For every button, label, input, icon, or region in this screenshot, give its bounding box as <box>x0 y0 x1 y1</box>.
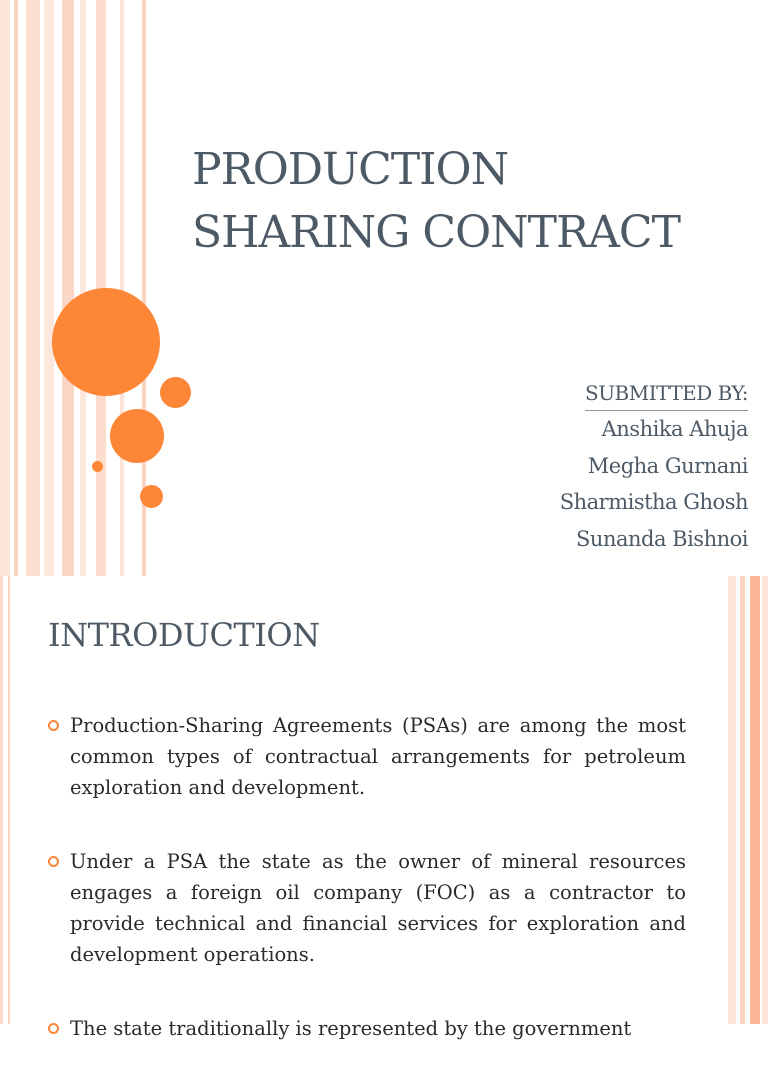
decor-stripe <box>14 0 18 576</box>
decor-stripe <box>44 0 54 576</box>
decor-stripe <box>0 0 10 576</box>
author-name: Sharmistha Ghosh <box>559 490 748 514</box>
submitted-by-heading: SUBMITTED BY: <box>585 378 748 411</box>
decor-circle-tiny <box>92 461 103 472</box>
decor-stripe <box>750 576 760 1024</box>
decor-circle-large <box>52 288 160 396</box>
author-name: Anshika Ahuja <box>601 417 748 441</box>
decor-stripe <box>80 0 86 576</box>
decor-stripe <box>0 576 3 1024</box>
bullet-text: Production-Sharing Agreements (PSAs) are among the most common types of contractual arrangements for petroleum exploration and development. <box>70 714 686 799</box>
bullet-circle-icon <box>48 720 59 731</box>
bullet-text: Under a PSA the state as the owner of mineral resources engages a foreign oil company (FOC) as a contractor to provide technical and financial services for exploration and development operations. <box>70 850 686 966</box>
section-heading: INTRODUCTION <box>48 616 320 654</box>
bullet-text: The state traditionally is represented by the government <box>70 1017 632 1040</box>
bullet-circle-icon <box>48 1023 59 1034</box>
submitted-by-block <box>560 378 748 557</box>
bullet-list <box>46 710 686 1087</box>
slide-title-line1: PRODUCTION <box>192 144 509 195</box>
decor-stripe <box>728 576 736 1024</box>
decor-stripe <box>762 576 768 1024</box>
decor-stripe <box>26 0 40 576</box>
author-name: Sunanda Bishnoi <box>576 526 748 551</box>
decor-circle-medium <box>110 409 164 463</box>
decor-circle-small <box>160 377 191 408</box>
slide-title-line2: SHARING CONTRACT <box>192 207 680 258</box>
slide-title <box>192 138 680 264</box>
decor-stripe <box>740 576 745 1024</box>
introduction-slide <box>0 576 768 1040</box>
decor-stripe <box>120 0 124 576</box>
bullet-item <box>46 846 686 970</box>
decor-stripe <box>8 576 10 1024</box>
decor-stripe <box>62 0 74 576</box>
author-name: Megha Gurnani <box>587 453 748 478</box>
decor-circle-small <box>140 485 163 508</box>
bullet-item <box>46 1013 686 1044</box>
bullet-item <box>46 710 686 803</box>
bullet-circle-icon <box>48 856 59 867</box>
